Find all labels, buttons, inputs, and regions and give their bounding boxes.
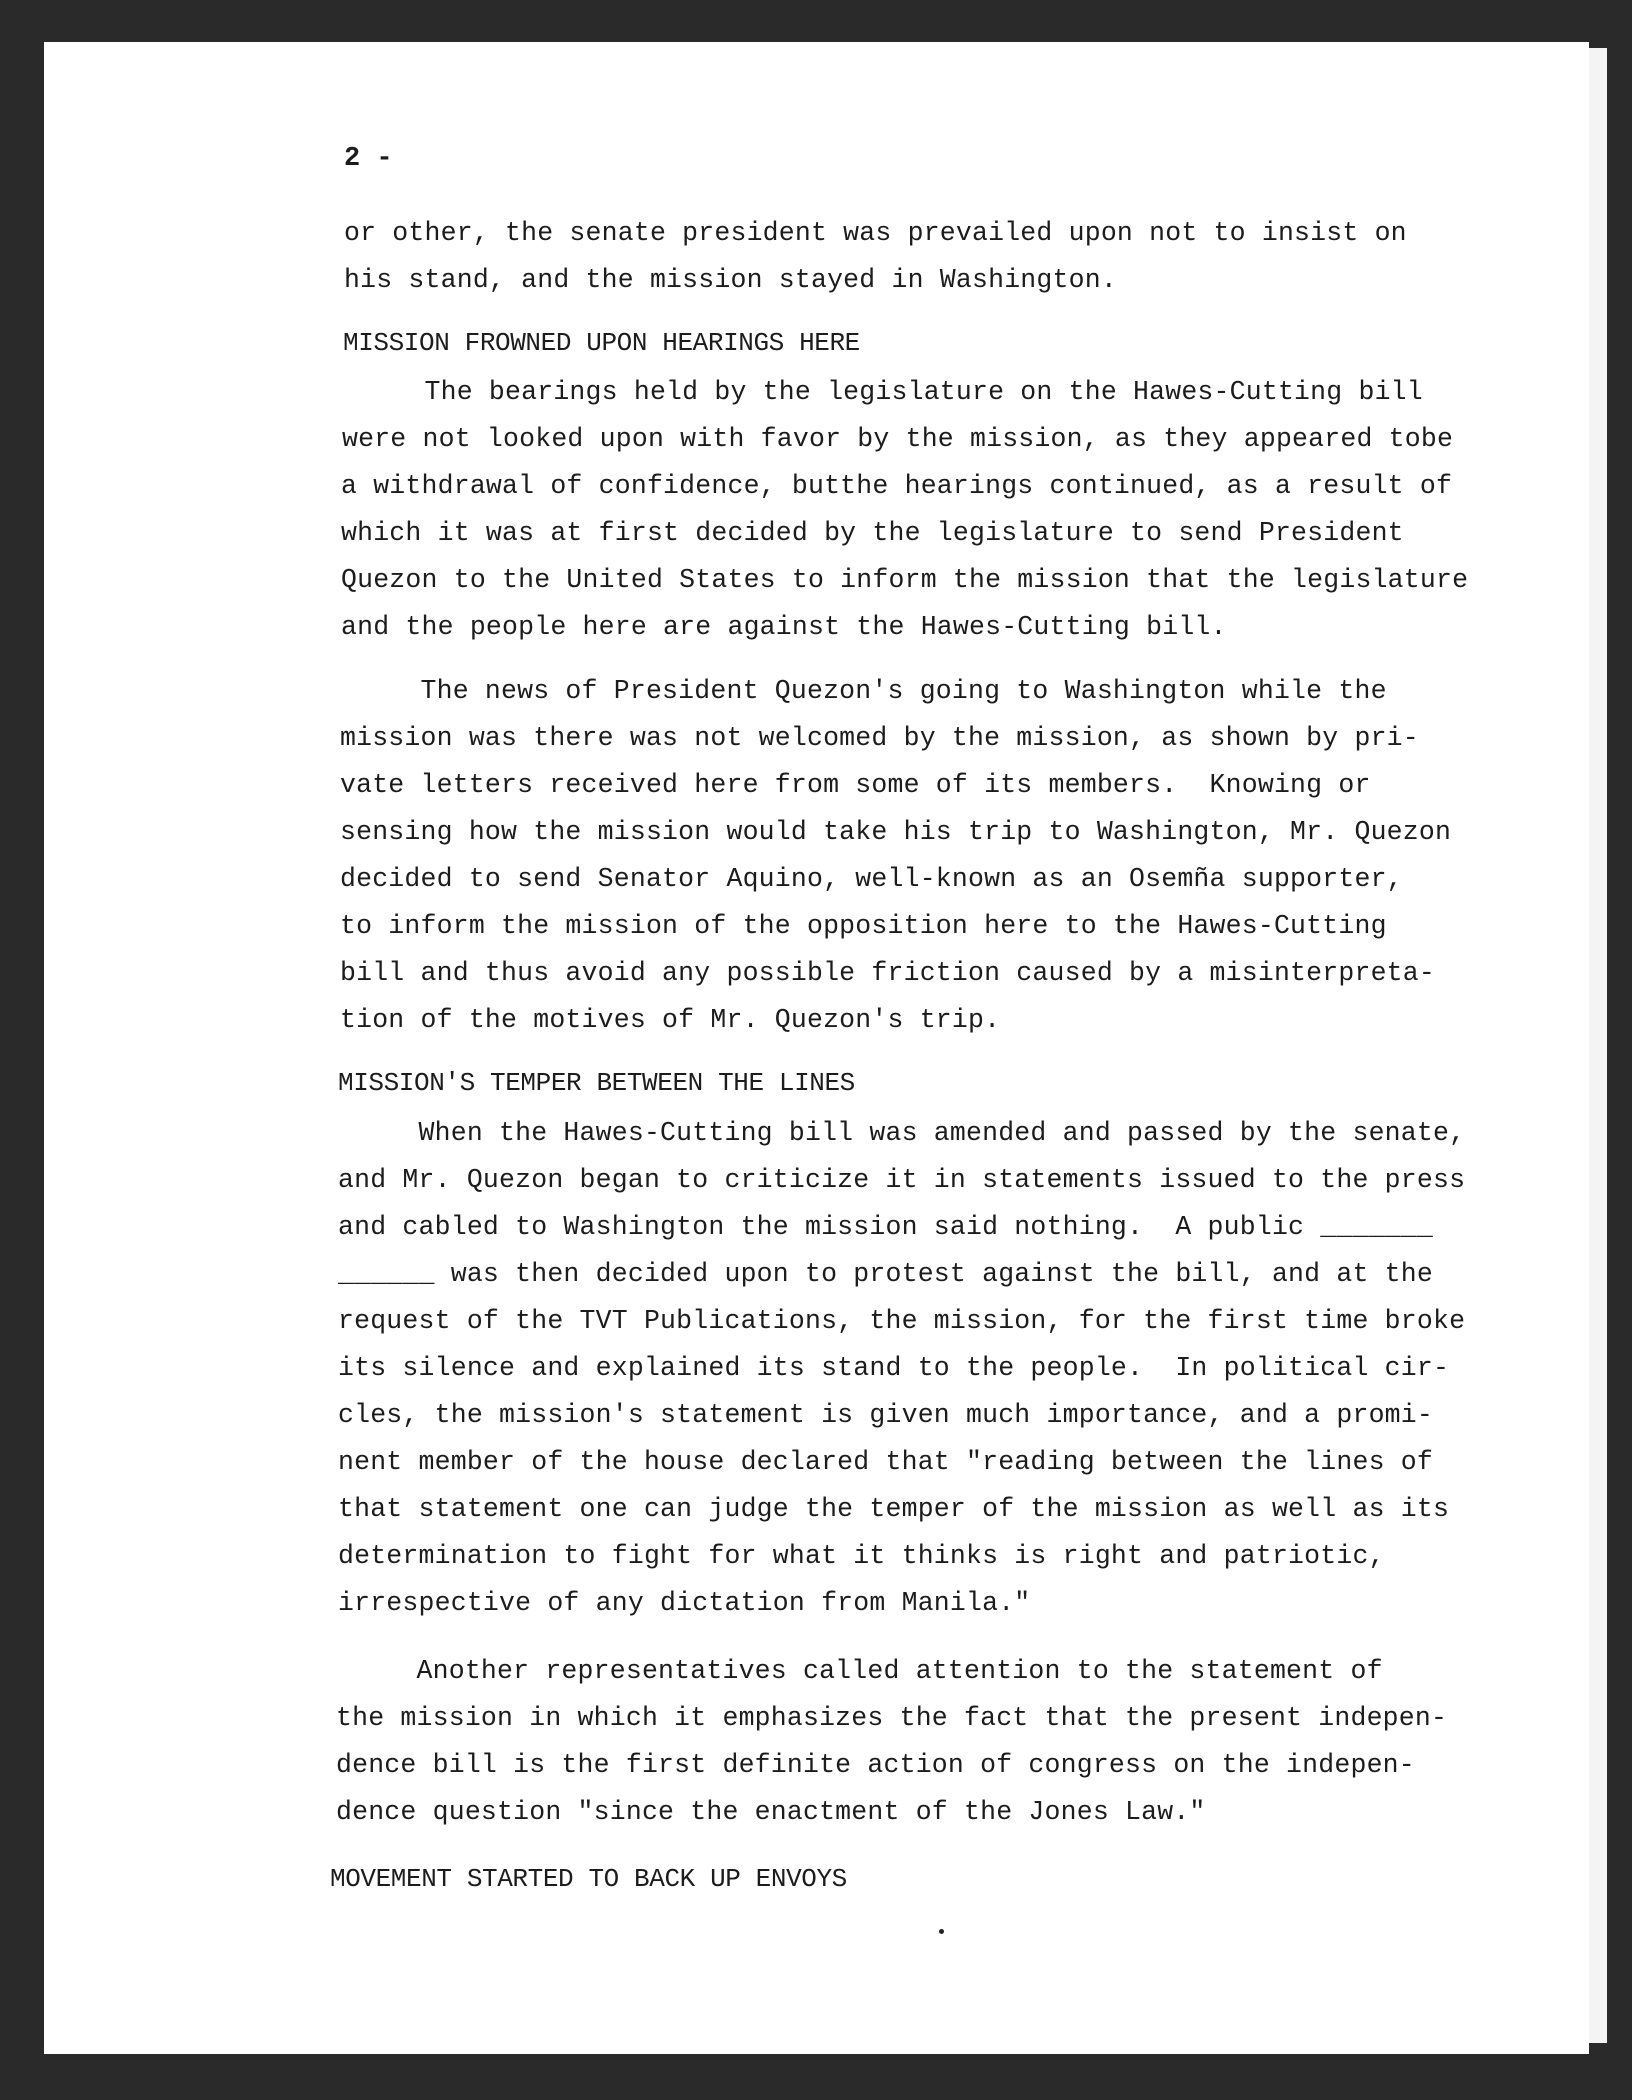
ink-speck [939,1929,944,1934]
text-line: nent member of the house declared that "reading between the lines of [338,1447,1433,1477]
text-line: Quezon to the United States to inform the mission that the legislature [341,565,1469,595]
text-line: request of the TVT Publications, the mission, for the first time broke [338,1306,1466,1336]
text-line: were not looked upon with favor by the mission, as they appeared tobe [342,424,1454,454]
text-line: and Mr. Quezon began to criticize it in statements issued to the press [338,1165,1466,1195]
text-line: tion of the motives of Mr. Quezon's trip. [340,1005,1001,1035]
page-number: 2 - [344,144,393,174]
text-line: vate letters received here from some of its members. Knowing or [340,770,1371,800]
text-line: and cabled to Washington the mission said nothing. A public _______ [338,1212,1433,1242]
text-line: determination to fight for what it thinks is right and patriotic, [338,1541,1385,1571]
text-line: or other, the senate president was prevailed upon not to insist on [344,218,1407,248]
section-heading: MOVEMENT STARTED TO BACK UP ENVOYS [330,1864,847,1894]
text-line: bill and thus avoid any possible friction caused by a misinterpreta- [340,958,1435,988]
text-line: its silence and explained its stand to the people. In political cir- [338,1353,1450,1383]
text-line: a withdrawal of confidence, butthe hearings continued, as a result of [341,471,1453,501]
text-line: The news of President Quezon's going to Washington while the [340,676,1387,706]
text-line: dence bill is the first definite action of congress on the indepen- [336,1750,1415,1780]
text-line: When the Hawes-Cutting bill was amended and passed by the senate, [338,1118,1466,1148]
text-line: mission was there was not welcomed by the mission, as shown by pri- [340,723,1419,753]
document-page [44,42,1589,2054]
section-heading: MISSION'S TEMPER BETWEEN THE LINES [338,1068,855,1098]
text-line: that statement one can judge the temper of the mission as well as its [338,1494,1450,1524]
text-line: decided to send Senator Aquino, well-known as an Osemña supporter, [340,864,1403,894]
text-line: Another representatives called attention to the statement of [336,1656,1383,1686]
text-line: the mission in which it emphasizes the fact that the present indepen- [336,1703,1448,1733]
text-line: ______ was then decided upon to protest against the bill, and at the [338,1259,1433,1289]
text-line: and the people here are against the Hawes-Cutting bill. [341,612,1227,642]
section-heading: MISSION FROWNED UPON HEARINGS HERE [343,328,860,358]
text-line: dence question "since the enactment of the Jones Law." [336,1797,1206,1827]
text-line: his stand, and the mission stayed in Washington. [344,265,1117,295]
text-line: sensing how the mission would take his trip to Washington, Mr. Quezon [340,817,1452,847]
text-line: to inform the mission of the opposition here to the Hawes-Cutting [340,911,1387,941]
text-line: irrespective of any dictation from Manila." [338,1588,1031,1618]
text-line: which it was at first decided by the legislature to send President [341,518,1404,548]
text-line: cles, the mission's statement is given much importance, and a promi- [338,1400,1433,1430]
text-line: The bearings held by the legislature on the Hawes-Cutting bill [344,377,1423,407]
